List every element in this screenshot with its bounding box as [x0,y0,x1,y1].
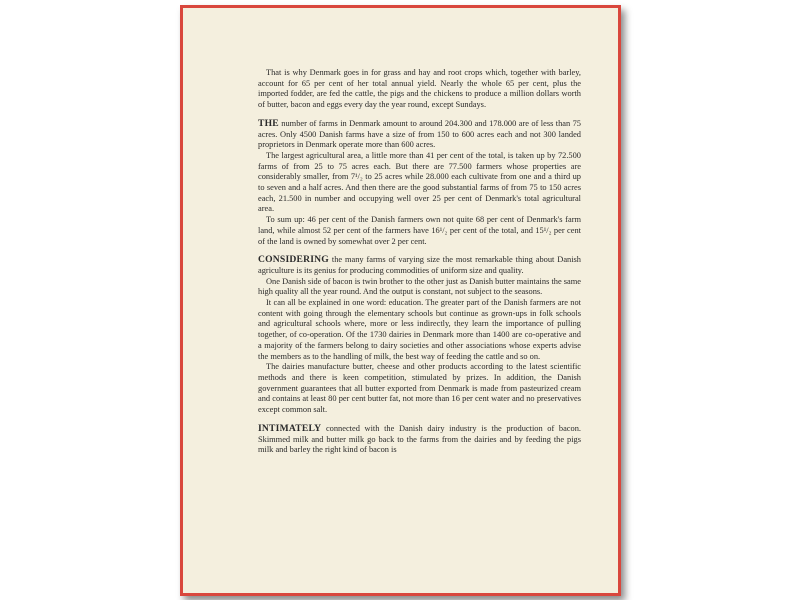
paragraph-text: number of farms in Denmark amount to around 204.300 and 178.000 are of less than 75 acres. Only 4500 Danish farms have a size of from 150 to 600 acres each and not 300 landed proprietors in Denmark operate more than 600 acres. [258,118,581,150]
paragraph [258,362,581,416]
paragraph-text: To sum up: 46 per cent of the Danish farmers own not quite 68 per cent of Denmark's farm land, while almost 52 per cent of the farmers have 16¹/₂ per cent of the total, and 15¹/₂ per cent of the land is owned by somewhat over 2 per cent. [258,215,581,246]
paragraph [258,119,581,151]
lead-word: CONSIDERING [258,254,329,266]
paragraph-text: It can all be explained in one word: education. The greater part of the Danish farmers are not content with going through the elementary schools but continue as grown-ups in folk schools and agricultural schools where, more or less indirectly, they learn the importance of pulling together, of co-operation. Of the 1730 dairies in Denmark more than 1400 are co-operative and a majority of the farmers belong to dairy societies and other associations whose experts advise the members as to the handling of milk, the best way of feeding the cattle and so on. [258,298,581,361]
paragraph-text: One Danish side of bacon is twin brother to the other just as Danish butter maintains the same high quality all the year round. And the output is constant, not subject to the seasons. [258,276,581,297]
paragraph-text: That is why Denmark goes in for grass and hay and root crops which, together with barley, account for 65 per cent of her total annual yield. Nearly the whole 65 per cent, plus the imported fodder, are fed the cattle, the pigs and the chickens to produce a million dollars worth of butter, bacon and eggs every day the year round, except Sundays. [258,68,581,110]
document-page [258,68,581,456]
paragraph [258,298,581,362]
paragraph-gap [258,111,581,119]
paragraph [258,151,581,215]
page-frame [180,5,621,596]
paragraph [258,255,581,276]
paragraph [258,424,581,456]
paragraph [258,68,581,111]
paragraph-text: The dairies manufacture butter, cheese and other products according to the latest scientific methods and there is keen competition, stimulated by prizes. In addition, the Danish government guarantees that all butter exported from Denmark is made from pasteurized cream and contains at least 80 per cent butter fat, not more than 16 per cent water and no preservatives except common salt. [258,362,581,415]
lead-word: THE [258,117,279,129]
paragraph-text: The largest agricultural area, a little more than 41 per cent of the total, is taken up by 72.500 farms of from 25 to 75 acres each. But there are 77.500 farmers whose properties are considerably smaller, from 7¹/₂ to 25 acres while 28.000 each cultivate from one and a third up to seven and a half acres. And then there are the good substantial farms of from 75 to 150 acres each, 21.500 in number and occupying well over 25 per cent of Denmark's total agricultural area. [258,150,581,214]
paragraph-text: the many farms of varying size the most remarkable thing about Danish agriculture is its genius for producing commodities of uniform size and quality. [258,255,581,275]
lead-word: INTIMATELY [258,422,322,434]
paragraph-text: connected with the Danish dairy industry is the production of bacon. Skimmed milk and butter milk go back to the farms from the dairies and by feeding the pigs milk and barley the right kind of bacon is [258,423,581,455]
paragraph [258,215,581,247]
paragraph [258,277,581,298]
